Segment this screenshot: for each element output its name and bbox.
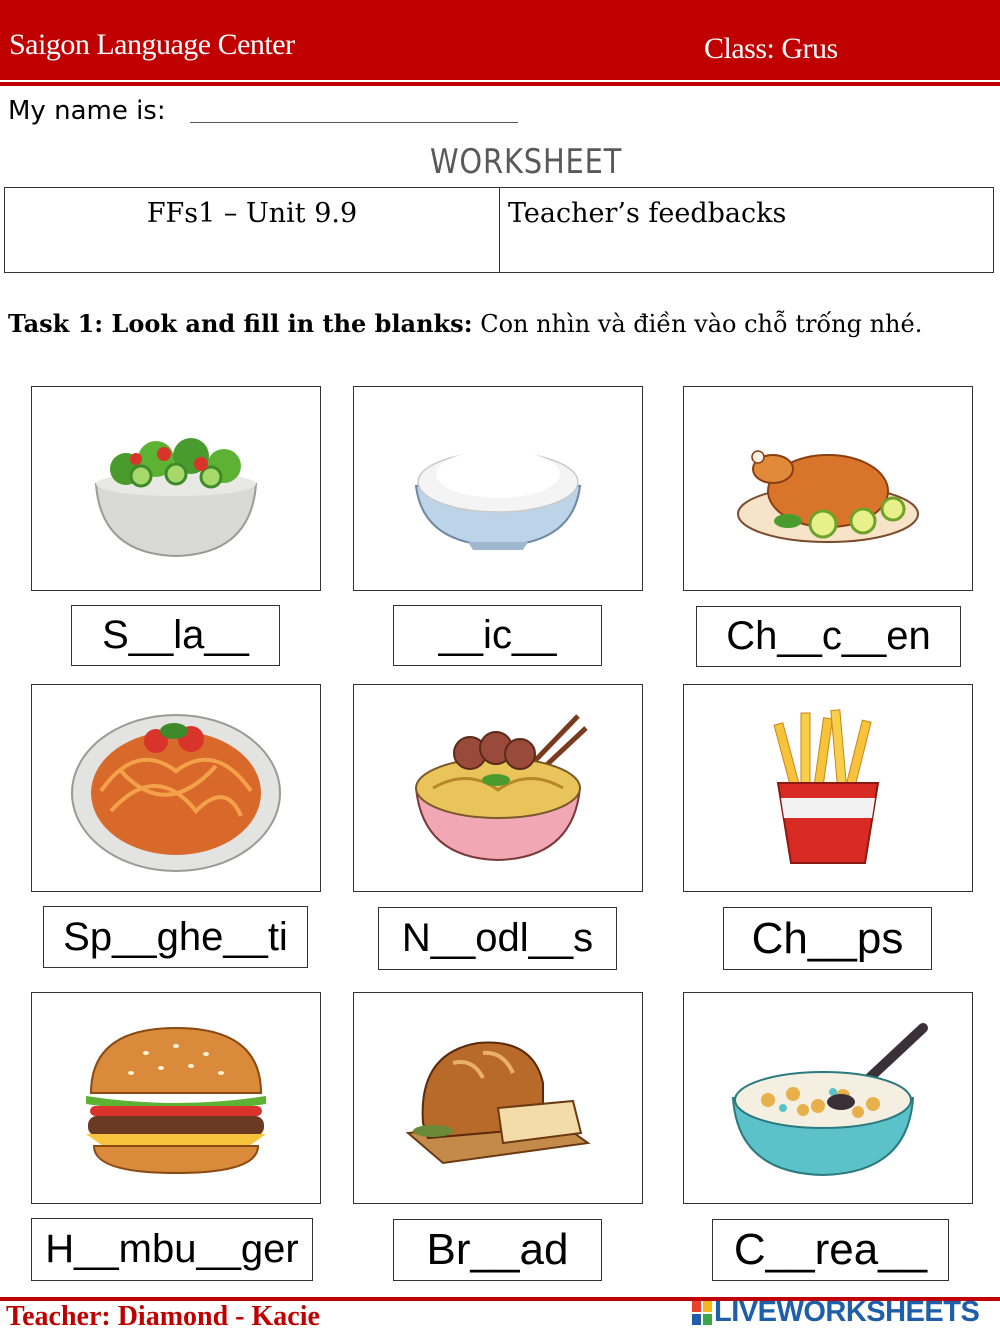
blank-word-spaghetti[interactable]: Sp__ghe__ti: [43, 906, 308, 968]
liveworksheets-label: LIVEWORKSHEETS: [714, 1296, 980, 1328]
noodle-bowl-icon: [408, 708, 588, 868]
picture-hamburger: [31, 992, 321, 1204]
blank-word-rice[interactable]: __ic__: [393, 605, 602, 666]
center-name: Saigon Language Center: [9, 28, 295, 61]
name-input-line[interactable]: [190, 122, 518, 123]
info-table-divider: [499, 188, 500, 272]
roast-chicken-icon: [733, 429, 923, 549]
blank-word-bread[interactable]: Br__ad: [393, 1219, 602, 1281]
unit-label: FFs1 – Unit 9.9: [146, 198, 358, 229]
task-title: Task 1: Look and fill in the blanks:: [8, 309, 473, 338]
spaghetti-plate-icon: [66, 701, 286, 876]
picture-spaghetti: [31, 684, 321, 892]
picture-cereal: [683, 992, 973, 1204]
picture-chips: [683, 684, 973, 892]
name-label: My name is:: [8, 96, 166, 126]
picture-salad: [31, 386, 321, 591]
task-instruction-text: Con nhìn và điền vào chỗ trống nhé.: [480, 310, 923, 338]
header-divider: [0, 82, 1000, 86]
salad-bowl-icon: [76, 414, 276, 564]
worksheet-title: WORKSHEET: [430, 142, 623, 182]
task-instructions: [8, 306, 968, 342]
cereal-bowl-icon: [723, 1018, 933, 1178]
blank-word-chips[interactable]: Ch__ps: [723, 907, 932, 970]
hamburger-icon: [76, 1018, 276, 1178]
liveworksheets-logo-icon: [692, 1301, 712, 1325]
liveworksheets-brand[interactable]: [692, 1296, 979, 1329]
blank-word-chicken[interactable]: Ch__c__en: [696, 606, 961, 667]
blank-word-salad[interactable]: S__la__: [71, 605, 280, 666]
teacher-feedback-label: Teacher’s feedbacks: [508, 198, 787, 229]
bread-loaf-icon: [403, 1023, 593, 1173]
blank-word-cereal[interactable]: C__rea__: [712, 1219, 949, 1281]
chips-cup-icon: [763, 708, 893, 868]
info-table: [4, 187, 994, 273]
teacher-name: Teacher: Diamond - Kacie: [6, 1301, 320, 1332]
blank-word-noodles[interactable]: N__odl__s: [378, 907, 617, 970]
picture-bread: [353, 992, 643, 1204]
rice-bowl-icon: [408, 424, 588, 554]
picture-noodles: [353, 684, 643, 892]
class-name: Class: Grus: [704, 32, 838, 65]
picture-rice: [353, 386, 643, 591]
picture-chicken: [683, 386, 973, 591]
blank-word-hamburger[interactable]: H__mbu__ger: [31, 1218, 313, 1281]
